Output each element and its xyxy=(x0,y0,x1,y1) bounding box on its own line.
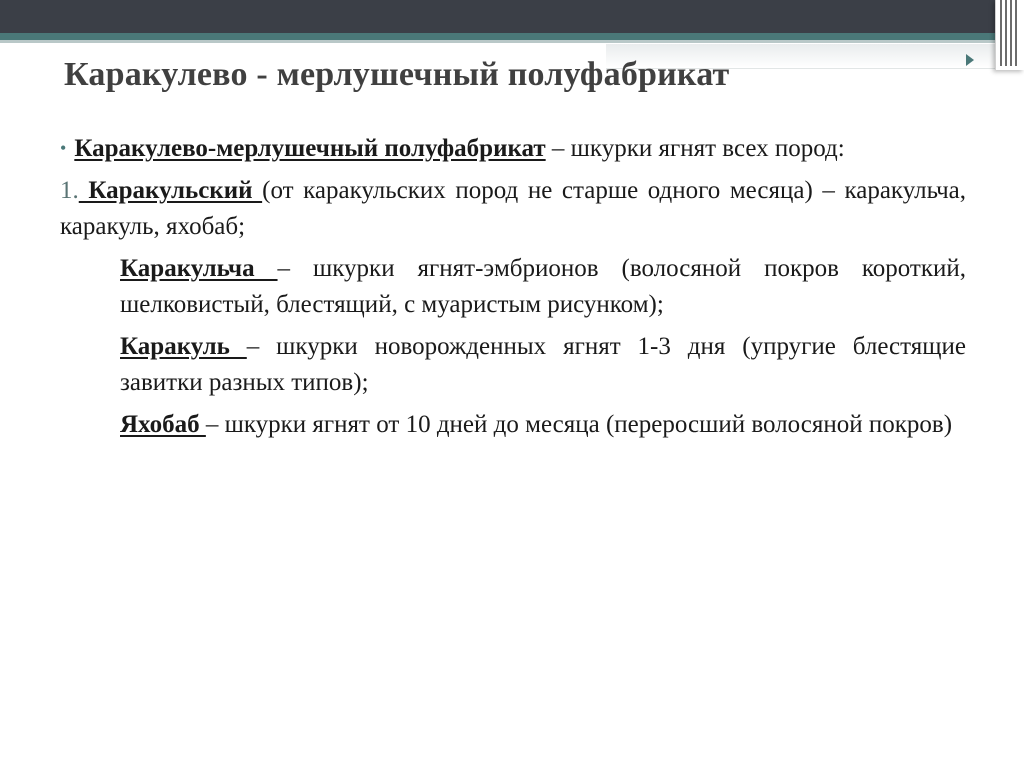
item-karakulsky-term: Каракульский xyxy=(78,177,263,204)
top-dark-bar xyxy=(0,0,1024,33)
item-karakulcha xyxy=(60,251,966,323)
corner-decoration xyxy=(995,0,1024,70)
intro-term: Каракулево-мерлушечный полуфабрикат xyxy=(74,135,546,162)
item-karakulsky-text: (от каракульских пород не старше одного месяца) – каракульча, каракуль, яхобаб; xyxy=(60,177,967,240)
item-number: 1. xyxy=(60,177,79,204)
item-karakulsky xyxy=(60,173,966,245)
top-teal-bar xyxy=(0,33,1024,40)
item-karakulcha-term: Каракульча xyxy=(120,255,278,282)
item-yakhobab-term: Яхобаб xyxy=(120,411,206,438)
bullet-icon: • xyxy=(60,138,67,158)
corner-stripes xyxy=(1000,0,1020,66)
item-karakul-term: Каракуль xyxy=(120,333,247,360)
item-karakul-text: – шкурки новорожденных ягнят 1-3 дня (упругие блестящие завитки разных типов); xyxy=(120,333,966,396)
item-karakulcha-text: – шкурки ягнят-эмбрионов (волосяной покров короткий, шелковистый, блестящий, с муаристым рисунком); xyxy=(120,255,966,318)
triangle-marker-icon xyxy=(966,54,974,66)
item-karakul xyxy=(60,329,966,401)
intro-paragraph xyxy=(60,130,966,167)
top-light-bar xyxy=(0,40,1024,43)
item-yakhobab xyxy=(60,407,966,443)
slide-body xyxy=(60,130,966,443)
item-yakhobab-text: – шкурки ягнят от 10 дней до месяца (переросший волосяной покров) xyxy=(205,411,953,438)
intro-text: – шкурки ягнят всех пород: xyxy=(545,135,845,162)
slide-title: Каракулево - мерлушечный полуфабрикат xyxy=(64,56,730,93)
